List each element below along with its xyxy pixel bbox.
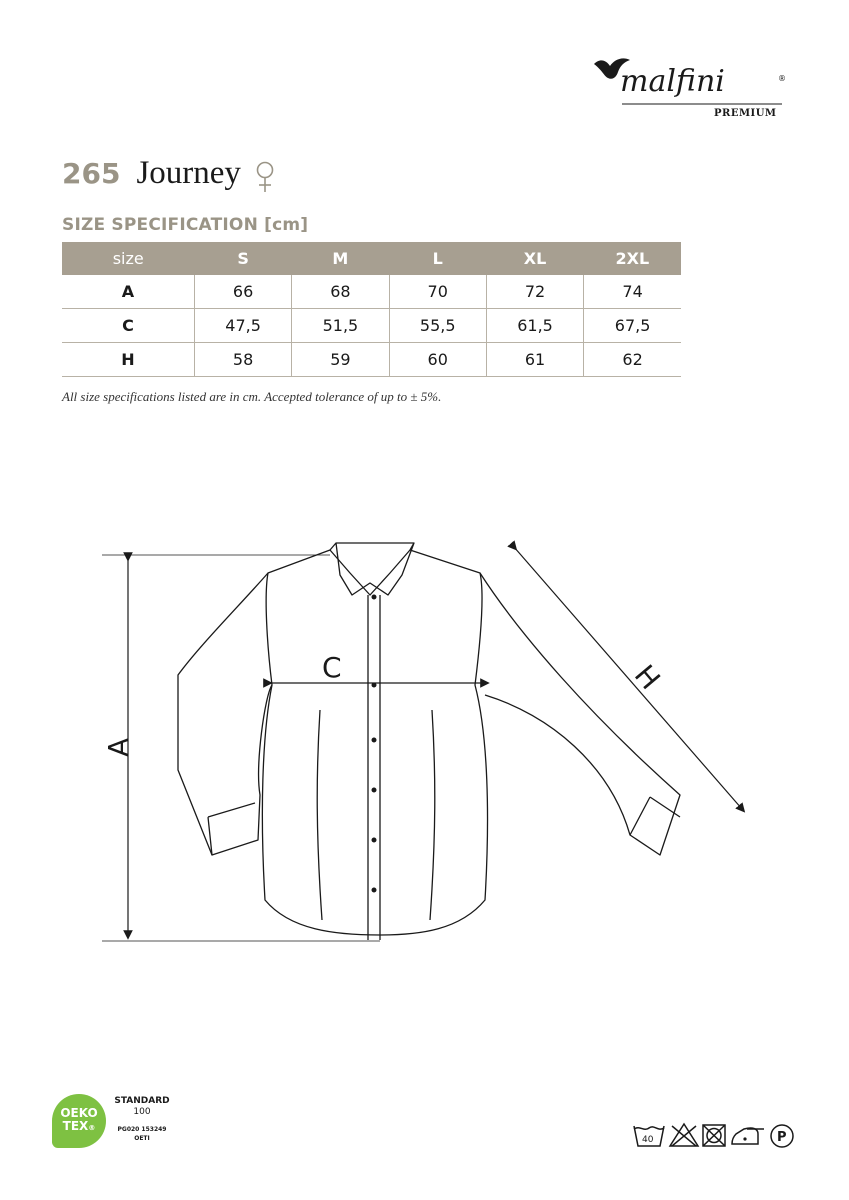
oeko-tex-label: [52, 1094, 182, 1154]
table-cell: 58: [194, 343, 291, 377]
left-sleeve: [178, 573, 272, 855]
table-cell: 74: [584, 275, 681, 309]
row-label: H: [62, 343, 194, 377]
table-cell: 60: [389, 343, 486, 377]
female-symbol-icon: [255, 160, 275, 194]
tolerance-note: All size specifications listed are in cm. Accepted tolerance of up to ± 5%.: [62, 389, 442, 404]
header-2xl: 2XL: [584, 242, 681, 275]
iron-low-icon: [732, 1128, 764, 1144]
header-l: L: [389, 242, 486, 275]
label-a: A: [102, 737, 135, 757]
table-cell: 59: [292, 343, 389, 377]
header-m: M: [292, 242, 389, 275]
table-cell: 70: [389, 275, 486, 309]
row-label: C: [62, 309, 194, 343]
shirt-body-outline: [262, 550, 487, 935]
right-sleeve: [480, 573, 680, 855]
oeko-badge-line2: TEX®: [62, 1119, 96, 1133]
brand-wordmark: malfini: [620, 64, 725, 99]
iron-dot: [743, 1137, 746, 1140]
table-cell: 51,5: [292, 309, 389, 343]
row-label: A: [62, 275, 194, 309]
registered-mark: ®: [778, 74, 786, 83]
table-cell: 55,5: [389, 309, 486, 343]
spec-title: SIZE SPECIFICATION [cm]: [62, 215, 309, 235]
table-cell: 47,5: [194, 309, 291, 343]
certificate-id: PG020 153249: [117, 1126, 167, 1133]
standard-text: STANDARD: [114, 1096, 170, 1106]
table-row: [62, 309, 681, 343]
no-tumble-dry-icon: [703, 1125, 725, 1146]
table-cell: 68: [292, 275, 389, 309]
label-h: H: [627, 658, 667, 696]
table-cell: 67,5: [584, 309, 681, 343]
table-header-row: [62, 242, 681, 275]
table-cell: 61: [486, 343, 583, 377]
product-title: [62, 155, 275, 199]
logo-underline: [622, 102, 782, 106]
care-symbols: [632, 1120, 802, 1152]
table-cell: 72: [486, 275, 583, 309]
table-cell: 61,5: [486, 309, 583, 343]
header-size: size: [62, 242, 194, 275]
left-cuff: [208, 803, 255, 855]
product-name: Journey: [136, 155, 241, 191]
header-s: S: [194, 242, 291, 275]
institute-name: OETI: [134, 1135, 150, 1142]
dimension-line-h: [514, 547, 742, 809]
button-row: [372, 595, 377, 893]
oeko-standard: [112, 1096, 172, 1118]
malfini-premium-logo: [592, 50, 792, 122]
header-xl: XL: [486, 242, 583, 275]
collar: [330, 543, 414, 595]
dart-left: [317, 710, 322, 920]
table-row: [62, 343, 681, 377]
label-c: C: [322, 651, 342, 684]
table-cell: 66: [194, 275, 291, 309]
size-spec-table: [62, 242, 681, 377]
oeko-certificate: [110, 1125, 174, 1143]
oeko-badge-line1: OEKO: [60, 1106, 98, 1120]
oeko-tex-badge: [52, 1094, 106, 1148]
dart-right: [430, 710, 435, 920]
product-code: 265: [62, 157, 121, 190]
shirt-measurement-diagram: [90, 535, 770, 955]
table-row: [62, 275, 681, 309]
table-cell: 62: [584, 343, 681, 377]
dryclean-letter: P: [777, 1130, 787, 1145]
no-bleach-icon: [670, 1124, 698, 1146]
wash-temp: 40: [642, 1135, 654, 1145]
brand-line: PREMIUM: [714, 108, 777, 119]
standard-number: 100: [133, 1107, 151, 1117]
